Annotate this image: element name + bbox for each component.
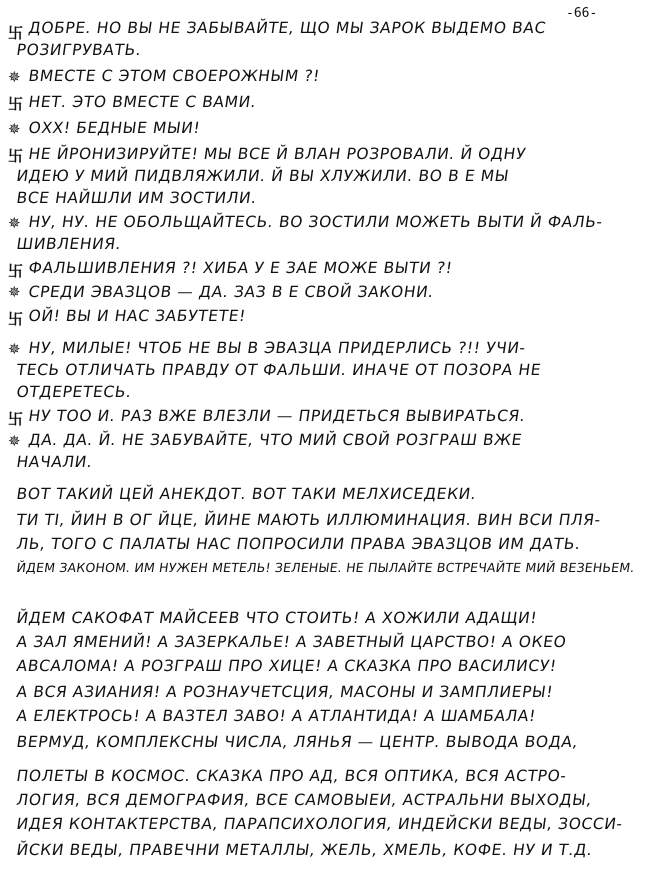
text-line: А ВСЯ АЗИАНИЯ! А РОЗНАУЧЕТСЦИЯ, МАСОНЫ И ЗАМПЛИЕРЫ!: [15, 683, 555, 701]
star-marker: ✵: [8, 283, 21, 301]
text-line: ТЕСЬ ОТЛИЧАТЬ ПРАВДУ ОТ ФАЛЬШИ. ИНАЧЕ ОТ ПОЗОРА НЕ: [15, 361, 543, 379]
text-line: ЙДЕМ САКОФАТ МАЙСЕЕВ ЧТО СТОИТЬ! А ХОЖИЛИ АДАЩИ!: [15, 609, 539, 627]
star-marker: ✵: [8, 214, 21, 232]
text-line: ЛОГИЯ, ВСЯ ДЕМОГРАФИЯ, ВСЕ САМОВЫЕИ, АСТРАЛЬНИ ВЫХОДЫ,: [15, 791, 594, 809]
text-line: ТИ ТІ, ЙИН В ОГ ЙЦЕ, ЙИНЕ МАЮТЬ ИЛЛЮМИНАЦИЯ. ВИН ВСИ ПЛЯ-: [15, 511, 603, 529]
text-line: ИДЕЯ КОНТАКТЕРСТВА, ПАРАПСИХОЛОГИЯ, ИНДЕЙСКИ ВЕДЫ, ЗОССИ-: [15, 815, 624, 833]
text-line: ВОТ ТАКИЙ ЦЕЙ АНЕКДОТ. ВОТ ТАКИ МЕЛХИСЕДЕКИ.: [15, 485, 478, 503]
text-line: ИДЕЮ У МИЙ ПИДВЛЯЖИЛИ. Й ВЫ ХЛУЖИЛИ. ВО В Е МЫ: [15, 167, 511, 185]
star-marker: ✵: [8, 68, 21, 86]
text-line: ОХХ! БЕДНЫЕ МЫИ!: [27, 119, 202, 137]
star-marker: ✵: [8, 340, 21, 358]
swastika-marker: 卐: [8, 262, 24, 280]
text-line: ФАЛЬШИВЛЕНИЯ ?! ХИБА У Е ЗАЕ МОЖЕ ВЫТИ ?!: [27, 259, 454, 277]
swastika-marker: 卐: [8, 95, 24, 113]
text-line: ОТДЕРЕТЕСЬ.: [15, 383, 133, 401]
text-line: АВСАЛОМА! А РОЗГРАШ ПРО ХИЦЕ! А СКАЗКА ПРО ВАСИЛИСУ!: [15, 657, 558, 675]
text-line: ОЙ! ВЫ И НАС ЗАБУТЕТЕ!: [27, 307, 248, 325]
text-line: ЙСКИ ВЕДЫ, ПРАВЕЧНИ МЕТАЛЛЫ, ЖЕЛЬ, ХМЕЛЬ, КОФЕ. НУ И Т.Д.: [15, 841, 594, 859]
text-line: НЕТ. ЭТО ВМЕСТЕ С ВАМИ.: [27, 93, 258, 111]
text-line: НУ ТОО И. РАЗ ВЖЕ ВЛЕЗЛИ — ПРИДЕТЬСЯ ВЫВИРАТЬСЯ.: [27, 407, 527, 425]
swastika-marker: 卐: [8, 410, 24, 428]
page-number: -66-: [566, 6, 598, 21]
text-line: ЛЬ, ТОГО С ПАЛАТЫ НАС ПОПРОСИЛИ ПРАВА ЭВАЗЦОВ ИМ ДАТЬ.: [15, 535, 582, 553]
swastika-marker: 卐: [8, 310, 24, 328]
text-line: А ЗАЛ ЯМЕНИЙ! А ЗАЗЕРКАЛЬЕ! А ЗАВЕТНЫЙ ЦАРСТВО! А ОКЕО: [15, 633, 568, 651]
text-line: РОЗИГРУВАТЬ.: [15, 41, 143, 59]
text-line: А ЕЛЕКТРОСЬ! А ВАЗТЕЛ ЗАВО! А АТЛАНТИДА! А ШАМБАЛА!: [15, 707, 538, 725]
text-line: НУ, МИЛЫЕ! ЧТОБ НЕ ВЫ В ЭВАЗЦА ПРИДЕРЛИСЬ ?!! УЧИ-: [27, 339, 527, 357]
text-line: ПОЛЕТЫ В КОСМОС. СКАЗКА ПРО АД, ВСЯ ОПТИКА, ВСЯ АСТРО-: [15, 767, 568, 785]
text-line: ВМЕСТЕ С ЭТОМ СВОЕРОЖНЫМ ?!: [27, 67, 322, 85]
text-line: СРЕДИ ЭВАЗЦОВ — ДА. ЗАЗ В Е СВОЙ ЗАКОНИ.: [27, 283, 436, 301]
text-line: ВЕРМУД, КОМПЛЕКСНЫ ЧИСЛА, ЛЯНЬЯ — ЦЕНТР. ВЫВОДА ВОДА,: [15, 733, 580, 751]
text-line: НУ, НУ. НЕ ОБОЛЬЩАЙТЕСЬ. ВО ЗОСТИЛИ МОЖЕТЬ ВЫТИ Й ФАЛЬ-: [27, 213, 604, 231]
text-line: НЕ ЙРОНИЗИРУЙТЕ! МЫ ВСЕ Й ВЛАН РОЗРОВАЛИ. Й ОДНУ: [27, 145, 528, 163]
swastika-marker: 卐: [8, 24, 24, 42]
star-marker: ✵: [8, 120, 21, 138]
text-line: ДА. ДА. Й. НЕ ЗАБУВАЙТЕ, ЧТО МИЙ СВОЙ РОЗГРАШ ВЖЕ: [27, 431, 524, 449]
text-line: ВСЕ НАЙШЛИ ИМ ЗОСТИЛИ.: [15, 189, 258, 207]
text-line: ДОБРЕ. НО ВЫ НЕ ЗАБЫВАЙТЕ, ЩО МЫ ЗАРОК ВЫДЕМО ВАС: [27, 19, 548, 37]
swastika-marker: 卐: [8, 147, 24, 165]
star-marker: ✵: [8, 432, 21, 450]
text-line: ШИВЛЕНИЯ.: [15, 235, 123, 253]
text-line: ЙДЕМ ЗАКОНОМ. ИМ НУЖЕН МЕТЕЛЬ! ЗЕЛЕНЫЕ. НЕ ПЫЛАЙТЕ ВСТРЕЧАЙТЕ МИЙ ВЕЗЕНЬЕМ.: [15, 560, 636, 575]
text-line: НАЧАЛИ.: [15, 453, 94, 471]
